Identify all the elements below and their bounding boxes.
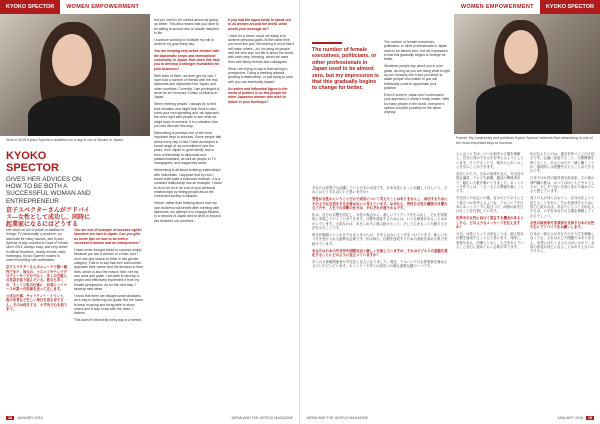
right-footer bbox=[300, 412, 600, 424]
paragraph: Whatever people say about you in your goals, as long as you are doing what is right as you honestly see it and you strive to attain people who matter to you will eventually come to appreciate your position. bbox=[384, 64, 450, 91]
pull-quote bbox=[312, 42, 380, 92]
article-title: KYOKO SPECTOR bbox=[6, 150, 59, 174]
right-header bbox=[300, 0, 600, 14]
paragraph: Even if some in Japan don't understand your approach, it doesn't really matter. With so many people in the world, everyone's opinion wouldn't possibly be the same anyway. bbox=[384, 92, 450, 115]
column-4 bbox=[228, 18, 294, 410]
paragraph: I continue working to motivate my will to achieve my goal every day. bbox=[154, 37, 214, 47]
paragraph: 公式な行事、チャリティー・イベント、夜の会食など忙しい毎日を送る京子さん。そのは何をする、小手先で心を取りまで。 bbox=[6, 294, 68, 312]
paragraph: 今日、女性にとって大切なことは、個人的な目標を達成することだと思います。同時に、家族や友人、同僚とともに、人生を歩んでいることを心に留めておく必要があります。 bbox=[456, 231, 524, 249]
paragraph: 多くの大使館関係者や外交官と友人になりました。現在、アルバニアの名誉領事を務めさせていただいています。ネットワーク作りは成功への最も重要な鍵の一つです。 bbox=[312, 259, 448, 269]
magazine-name: JAPAN AND THE WORLD MAGAZINE bbox=[231, 416, 293, 420]
paragraph: You are one of example of success rights! Numbers are man in Japan. Can you give us some tips on how to be both a successful woman and an entrepreneur? bbox=[74, 228, 142, 246]
page-number: 16 bbox=[8, 416, 12, 420]
paragraph: I have never thought about to success simply because you are a woman or a man, and I don't see any reason to think in this gender category. That is to say that men and women approach their career and the decision in their lives, which is also the reason that I set my own aims and goals. I am able to develop a project and effectively implement it from my female perspective. As for the next step, I develop new ideas. bbox=[74, 247, 143, 292]
page-number: 19 bbox=[588, 416, 592, 420]
paragraph: あなたは日本の外交団や国際社会と親しく交流していますが、それはビジネスの基盤を強化することにどのように役立っていますか? bbox=[312, 248, 448, 257]
issue-date: JANUARY 2016 bbox=[17, 416, 43, 420]
paragraph: Networking is perhaps one of the most important keys to success. Some people talk about every day in fact I have developed a broad range of my commitment over the years, from Japan to good family, and or form of friendship to diplomats and parliamentarians, as well as people in TV, newspapers, and magazines world. bbox=[154, 130, 222, 166]
paragraph: 日本の一部の人があなたのやり方を理解しなくても、それは大した問題ではありません。世界にはたくさんの人がいるので、全員の意見が同じになることはありえないのですから。 bbox=[530, 231, 595, 254]
paragraph: 日本では女性の経営者や政治家、その他の専門職の数は、かつてはほとんどゼロでしたが、少しずつ良い方向に変わり始めていると感じています。 bbox=[530, 176, 595, 194]
column-1 bbox=[6, 228, 68, 408]
paragraph: Networking is all about building relationships with individuals. I suppose that by now I would build quite a extensive network. It is a constant relationship has an example. I focus to do to be an in an end of your personal relationships by telling people about the connected society in Albania. bbox=[154, 168, 222, 199]
paragraph: 人と会うときは、いつも相手の立場を理解し、自分に何ができるかを考えるようにしています。そうすることで、相手から多くのことを学ぶことができます。 bbox=[456, 152, 524, 170]
paragraph: 毎日が順調というわけではありませんが、あきらめないよう気をつけています。新しいやり方を受け入れる姿勢も必要です。私は毎日、目標を達成するための意欲を高める努力を続けています。 bbox=[312, 232, 448, 246]
header-section: WOMEN EMPOWERMENT bbox=[460, 4, 534, 10]
header-name: KYOKO SPECTOR bbox=[540, 0, 600, 14]
left-footer bbox=[0, 412, 299, 424]
paragraph: 長年にわたり、日本の家族や友人、外交官や国会議員、テレビや新聞、雑誌の関係者まで、幅広い人脈を築いてきました。ネットワーク作りとは、一人一人との関係を築くことです。 bbox=[456, 171, 524, 194]
article-deck: GIVES HER ADVICES ON HOW TO BE BOTH A SUCCESSFUL WOMAN AND ENTREPRENEUR bbox=[6, 176, 91, 205]
paragraph: I think for a newer could me today is to achieve personal goals. At the same time, you must live your life bearing in mind that it will make others—do, focusing on people with the kind and, but life is about the world, with each step, blessing, which we need from with family friends and colleagues. bbox=[228, 33, 294, 64]
paragraph: Her steps on full of public in addition to foreign TV personality a producer, an advocate for many causes, and Kyoko Spector is also married to Dave of Hinata since 2014. Always busy, and very active in official functions, charity events, early eveningss, Kyoko Spector makes to meet everything she undertakes. bbox=[6, 228, 68, 263]
pull-quote-text: The number of female executives, politicians, or other professionals in Japan used to be almost zero, but my impression is that this gradually begins to change for better. bbox=[312, 47, 379, 92]
pull-quote-rule bbox=[312, 42, 342, 44]
article-title-block bbox=[6, 150, 92, 229]
article-photo bbox=[454, 14, 600, 134]
column-jp-left bbox=[312, 186, 448, 410]
column-en bbox=[384, 40, 450, 140]
portrait-photo bbox=[0, 14, 150, 136]
paragraph: When meeting people, I always try to find their situation and might help think to also know your own speaking and, we approach, the more right with people to see what we might learn to connect. It is a situation that you can discover this way. bbox=[154, 102, 220, 128]
paragraph: With each of them, we then get my own. I have had a number of friends with the real diplomats and diplomats from Japan, and other countries. Currently, I am privileged to serve as an Honorary Consul of Albania in Japan. bbox=[154, 73, 220, 100]
paragraph: This doesn't mean that every day is a breeze, bbox=[74, 318, 143, 323]
paragraph: The number of female executives, politicians, or other professionals in Japan used to be almost zero, but my impression is that this gradually begins to change for better. bbox=[384, 40, 448, 62]
paragraph: Hence, rather than thinking about how my own business will benefit after meeting with diplomats, my attempt is to engage Albania to a network of Japan and to seek to expand ties between our countries. bbox=[154, 201, 221, 223]
paragraph: 私が伝えたいのは、視点を持つことの大切さです。会議に参加すること、人間関係を育てること、あるいはただ一緒に働くことが、最終的には影響を与えることができるのです。 bbox=[530, 152, 595, 174]
paragraph: If you had the opportunity to speak out to all women around the world, what would your message be? bbox=[228, 18, 291, 31]
paragraph: あなたは世界でも活躍している日本の女性です。日本女性にもっと活躍してほしいと、それにはどうすればいいと思いますか? bbox=[312, 186, 448, 195]
right-page bbox=[300, 0, 600, 424]
paragraph: 周りの人が何と言おうと、自分が正しいと信じることを行い、それを達成するために努力し続ければ、あなたにとって大切な人たちは、いずれあなたの立場を理解してくれるでしょう。 bbox=[530, 196, 595, 218]
paragraph: You are keeping very active contact with the diplomatic corps and international community in Japan. How does this help you to develop a stronger foundation for your business? bbox=[154, 49, 220, 71]
column-3 bbox=[154, 18, 222, 410]
photo-caption: Shot in 2016 Kyoko Spector's activities on a day in out of Minato in Japan. bbox=[6, 138, 124, 142]
column-jp-right bbox=[530, 152, 596, 408]
paragraph: 京子スペクターさんのユニークで強い個性でまた、地元の、マスコミやテレビプロデューサーだけでなく、多くの芸能人の世話を取り組んでいる。彼女も多くの、そして公私の仕事に、非常にハイペースが第一の知事を送って正します。 bbox=[6, 265, 67, 292]
paragraph: 女性の政治家や実業家を目指す日本の女性たちにアドバイスをお願いします。 bbox=[530, 220, 595, 229]
paragraph: An active and influential figure in the world of politics is so few people for other Japanese women who wish to follow in your footsteps? bbox=[228, 86, 288, 104]
magazine-name: JAPAN AND THE WORLD MAGAZINE bbox=[306, 416, 368, 420]
header-name: KYOKO SPECTOR bbox=[0, 0, 60, 14]
paragraph: 外交官との出会いの後、自分のビジネスにどう役立つかを考えるよりも、アルバニアを日本のネットワークに結びつけ、両国の絆を広げることを目指しています。 bbox=[456, 196, 524, 214]
photo-caption: Former Hiy community and politician Kyoko Spector believes that networking is one of the most important keys to success. bbox=[456, 136, 593, 145]
left-header bbox=[0, 0, 299, 14]
column-jp-mid bbox=[456, 152, 524, 408]
paragraph: 私は、自分の目標を設定し、女性の視点から、新しいアイディアを生み出し、それを効果的に実現していくことができます。目標を達成するためには、いつも障害があることはわかっています。大切なのは、あきらめずに進み続けること、そして心をもって行動する方法を示すことです。 bbox=[312, 212, 448, 230]
column-2 bbox=[74, 228, 144, 408]
issue-date: JANUARY 2016 bbox=[557, 416, 583, 420]
paragraph: 世界中の女性に向けて発言する機会があるとしたら、どのようなメッセージを伝えますか? bbox=[456, 216, 524, 229]
paragraph: 男性か女性かということだけで成功について考えたことはありませんし、成功するためにそのような区別をする必要はないと考えています。なぜなら、男性も女性も職業の目標の立て方や、人生での決断の仕方は、それぞれが違うからです。 bbox=[312, 197, 448, 210]
article-deck-jp: 京子スペクターさんがアドバイス—女性として成功し、同時に起業家になるにはどうする bbox=[6, 207, 91, 229]
paragraph: I know that there are always some obstacles as a way to achieving our goals. But the focus is keep on going and being able to show others and a way to act with the heart. I believe. bbox=[74, 294, 143, 316]
paragraph: What I am trying to say is that having to perspective. Doing a meeting advises, growing a relationship, or just trying to work with you can eventually impact. bbox=[228, 66, 294, 84]
paragraph: but you need to be careful about not giving up better. This also means that you have to be willing to accept new or unsafe manners to life. bbox=[154, 18, 220, 36]
header-section: WOMEN EMPOWERMENT bbox=[66, 4, 140, 10]
